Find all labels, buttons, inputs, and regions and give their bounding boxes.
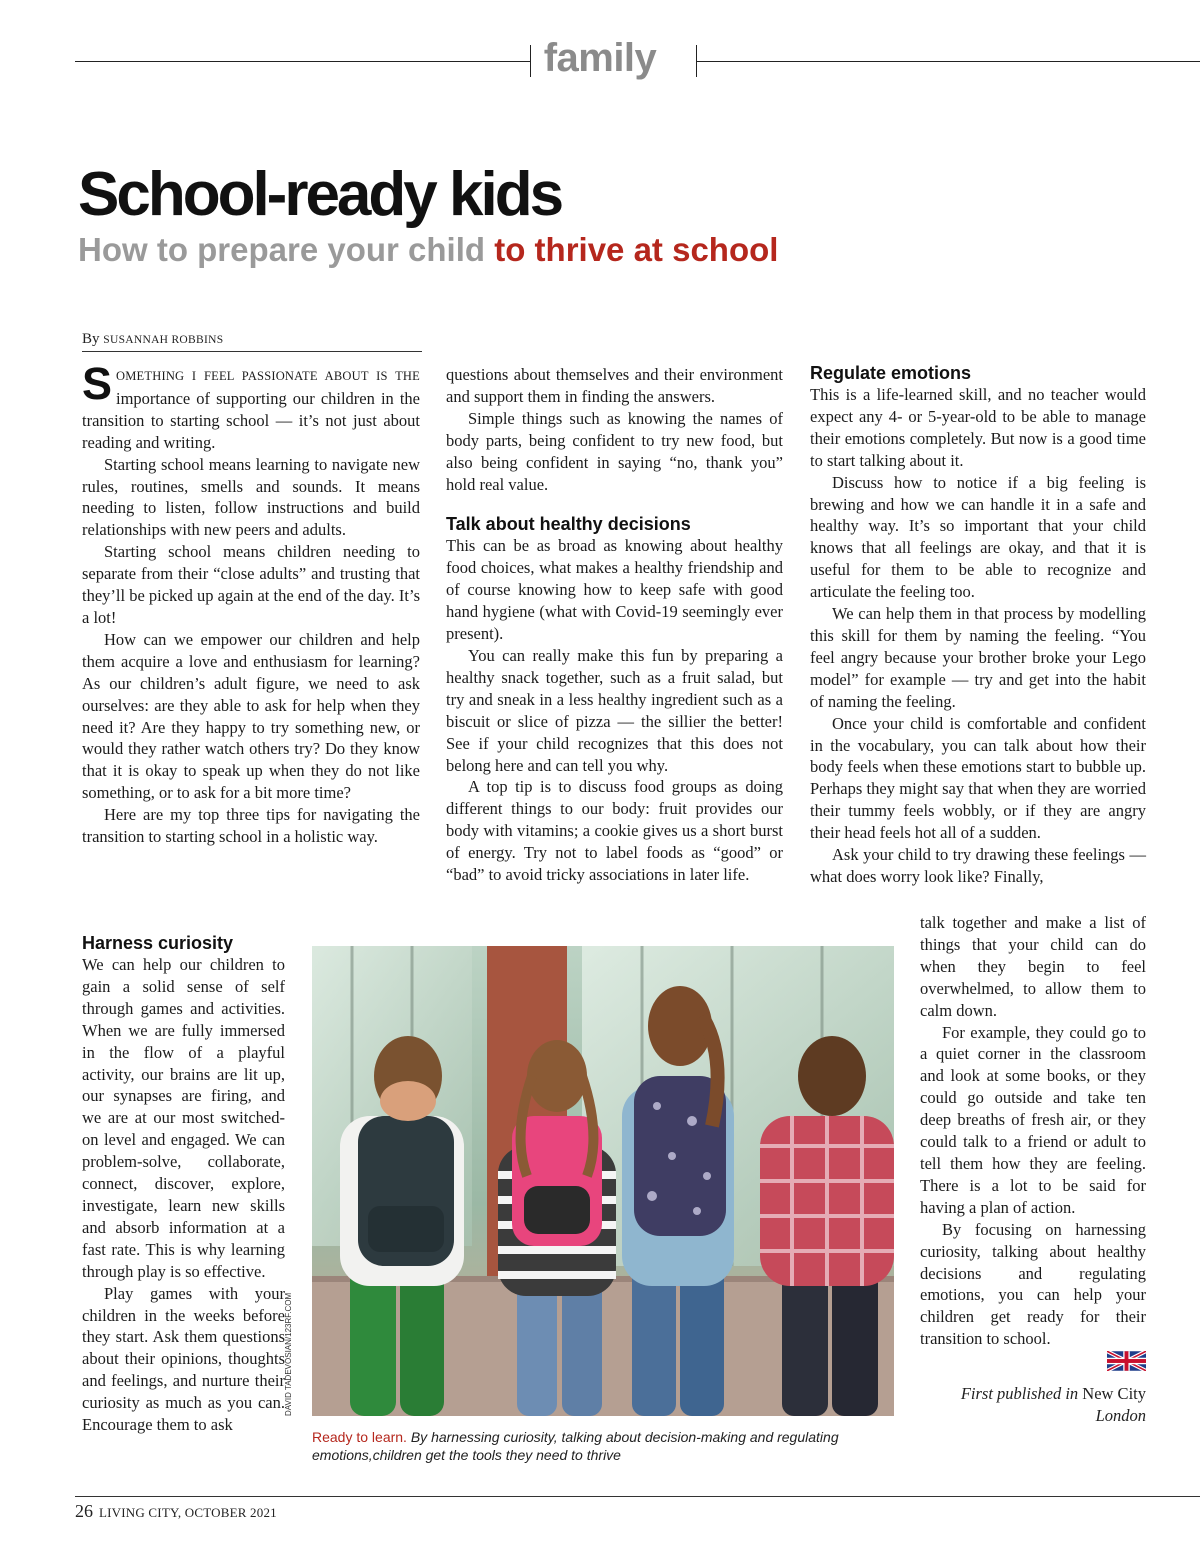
intro-paragraph (82, 358, 420, 454)
column-3 (810, 362, 1146, 888)
subheading-regulate-emotions: Regulate emotions (810, 363, 972, 383)
paragraph: How can we empower our children and help them acquire a love and enthusiasm for learning? As our children’s adult figure, we need to ask ourselves: are they able to ask for help when they need it? Are they happy to try something new, or would they rather watch others try? Do they know that it is okay to speak up when they do not like something, or to ask for a bit more time? (82, 629, 420, 803)
article-headline: School-ready kids (78, 160, 562, 229)
page-footer (75, 1501, 277, 1522)
publisher-city: London (1095, 1406, 1146, 1425)
header-rule-right (696, 61, 1200, 62)
paragraph: Simple things such as knowing the names of body parts, being confident to try new food, but also being confident in saying “no, thank you” hold real value. (446, 408, 783, 494)
photo-children-walking-to-school (312, 946, 894, 1416)
paragraph: This can be as broad as knowing about healthy food choices, what makes a healthy friendship and of course knowing how to keep safe with good hand hygiene (what with Covid-19 seemingly ever present). (446, 536, 783, 644)
subheading-healthy-decisions: Talk about healthy decisions (446, 514, 691, 535)
column-3-continued (920, 912, 1146, 1350)
uk-flag-icon (1107, 1351, 1146, 1371)
subhead-part-grey: How to prepare your child (78, 231, 495, 268)
paragraph: A top tip is to discuss food groups as doing different things to our body: fruit provides our body with vitamins; a cookie gives us a short burst of energy. Try not to label foods as “good” or “bad” to avoid tricky associations in later life. (446, 777, 783, 885)
published-label: First published in (960, 1384, 1079, 1403)
caption-body: By harnessing curiosity, talking about decision-making and regulating emotions,children get the tools they need to thrive (312, 1429, 839, 1463)
photo-caption (312, 1428, 872, 1464)
footer-rule (75, 1496, 1200, 1497)
paragraph: Starting school means children needing to separate from their “close adults” and trusting that they’ll be picked up again at the end of the day. It’s a lot! (82, 542, 420, 627)
byline-prefix: By (82, 331, 100, 347)
byline-author: SUSANNAH ROBBINS (103, 334, 224, 346)
column-harness-curiosity (82, 932, 285, 1436)
subhead-part-red: to thrive at school (494, 231, 779, 268)
caption-lead: Ready to learn. (312, 1429, 407, 1445)
paragraph: questions about themselves and their environment and support them in finding the answers. (446, 365, 783, 406)
page-number: 26 (75, 1501, 93, 1521)
paragraph: Play games with your children in the weeks before they start. Ask them questions about their opinions, thoughts and feelings, and nurture their curiosity as much as you can. Encourage them to ask (82, 1283, 285, 1435)
intro-rest: importance of supporting our children in the transition to starting school — it’s not just about reading and writing. (82, 388, 420, 452)
drop-cap: S (82, 358, 113, 409)
photo-illustration (312, 946, 894, 1416)
section-label: family (543, 36, 657, 80)
publication-note (910, 1383, 1146, 1427)
paragraph: You can really make this fun by preparing a healthy snack together, such as a fruit salad, but try and sneak in a less healthy ingredient such as a biscuit or slice of pizza — the sillier the better! See if your child recognizes that this does not belong here and can tell you why. (446, 645, 783, 775)
column-2 (446, 364, 783, 886)
article-subhead (78, 232, 778, 268)
paragraph: talk together and make a list of things that your child can do when they begin to feel overwhelmed, to allow them to calm down. (920, 913, 1146, 1020)
paragraph: Once your child is comfortable and confident in the vocabulary, you can talk about how their body feels when these emotions start to bubble up. Perhaps they might say that when they are worried their tummy feels wobbly, or if they are angry their head feels hot all of a sudden. (810, 713, 1146, 843)
paragraph: For example, they could go to a quiet corner in the classroom and look at some books, or they could go outside and take ten deep breaths of fresh air, or they could talk to a friend or adult to tell them how they are feeling. There is a lot to be said for having a plan of action. (920, 1022, 1146, 1217)
publication-info: LIVING CITY, OCTOBER 2021 (99, 1505, 277, 1520)
paragraph: We can help our children to gain a solid sense of self through games and activities. When we are fully immersed in the flow of a playful activity, our brains are lit up, our synapses are firing, and we are at our most switched-on level and engaged. We can problem-solve, collaborate, connect, discover, explore, investigate, learn new skills and absorb information at a fast rate. This is why learning through play is so effective. (82, 955, 285, 1281)
intro-small-caps: OMETHING I FEEL PASSIONATE ABOUT IS THE (116, 369, 420, 383)
publisher-name: New City (1082, 1384, 1146, 1403)
paragraph: Ask your child to try drawing these feelings — what does worry look like? Finally, (810, 845, 1146, 886)
column-1 (82, 358, 420, 848)
paragraph: Here are my top three tips for navigating the transition to starting school in a holistic way. (82, 805, 420, 847)
byline (82, 331, 422, 352)
subheading-harness-curiosity: Harness curiosity (82, 933, 234, 953)
paragraph: This is a life-learned skill, and no teacher would expect any 4- or 5-year-old to be able to manage their emotions completely. But now is a good time to start talking about it. (810, 385, 1146, 470)
paragraph: Discuss how to notice if a big feeling is brewing and how we can handle it in a safe and healthy way. It’s so important that your child knows that all feelings are okay, and that it is useful for them to be able to recognize and articulate the feeling too. (810, 472, 1146, 602)
paragraph: We can help them in that process by modelling this skill for them by naming the feeling. “You feel angry because your brother broke your Lego model” for example — try and get into the habit of naming the feeling. (810, 604, 1146, 711)
paragraph: Starting school means learning to navigate new rules, routines, smells and sounds. It means needing to listen, follow instructions and build relationships with new peers and adults. (82, 454, 420, 540)
paragraph: By focusing on harnessing curiosity, talking about healthy decisions and regulating emotions, you can help your children get ready for their transition to school. (920, 1219, 1146, 1349)
photo-credit: DAVID TADEVOSIAN/123RF.COM (284, 1292, 293, 1416)
